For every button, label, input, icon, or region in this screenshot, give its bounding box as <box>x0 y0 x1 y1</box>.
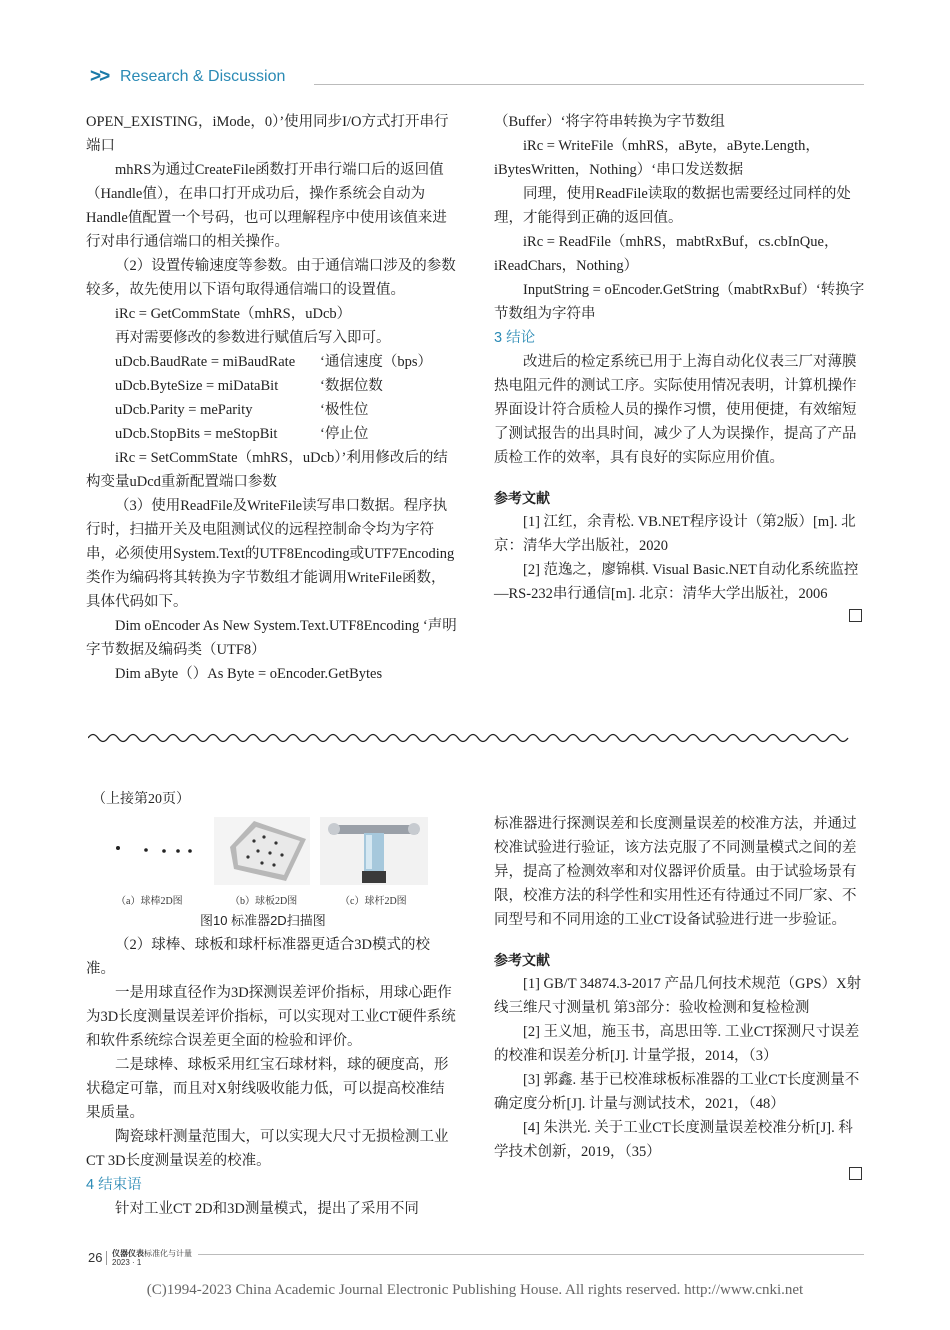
header-arrow-icon: >> <box>90 66 109 87</box>
end-square-icon <box>849 1167 862 1180</box>
references-heading: 参考文献 <box>494 490 550 506</box>
paragraph: OPEN_EXISTING，iMode，0）’使用同步I/O方式打开串行端口 <box>86 114 449 154</box>
paragraph: Dim oEncoder As New System.Text.UTF8Encoding ‘声明字节数据及编码类（UTF8） <box>86 618 457 658</box>
code-statement: uDcb.Parity = meParity <box>115 402 253 418</box>
spacer <box>494 932 866 948</box>
paragraph: 二是球棒、球板采用红宝石球材料，球的硬度高，形状稳定可靠，而且对X射线吸收能力低，可以提高校准结果质量。 <box>86 1057 449 1121</box>
code-line: iRc = GetCommState（mhRS，uDcb） <box>115 306 352 322</box>
code-comment: ‘极性位 <box>320 402 369 418</box>
code-comment: ‘停止位 <box>320 426 369 442</box>
paragraph: 一是用球直径作为3D探测误差评价指标，用球心距作为3D长度测量误差评价指标，可以实现对工业CT硬件系统和软件系统综合误差更全面的检验和评价。 <box>86 985 456 1049</box>
end-mark <box>494 606 866 630</box>
figure-title: 图10 标准器2D扫描图 <box>200 913 326 928</box>
paragraph: 针对工业CT 2D和3D测量模式，提出了采用不同 <box>115 1201 419 1217</box>
paragraph: Dim aByte（）As Byte = oEncoder.GetBytes <box>115 666 383 682</box>
code-line <box>86 374 458 398</box>
code-statement: uDcb.StopBits = meStopBit <box>115 426 278 442</box>
reference-item: [2] 王义旭，施玉书，高思田等. 工业CT探测尺寸误差的校准和误差分析[J]. 计量学报，2014，（3） <box>494 1024 860 1064</box>
footer-divider <box>198 1254 864 1255</box>
copyright-watermark: (C)1994-2023 China Academic Journal Electronic Publishing House. All rights reserved. http://www.cnki.net <box>146 1282 804 1298</box>
paragraph: （2）设置传输速度等参数。由于通信端口涉及的参数较多，故先使用以下语句取得通信端口的设置值。 <box>86 258 456 298</box>
journal-name <box>112 1249 192 1267</box>
paragraph: （3）使用ReadFile及WriteFile读写串口数据。程序执行时，扫描开关及电阻测试仪的远程控制命令均为字符串，必须使用System.Text的UTF8Encoding或UTF7Encoding类作为编码将其转换为字节数组才能调用WriteFile函数，具体代码如下。 <box>86 498 455 610</box>
paragraph: （Buffer）‘将字符串转换为字节数组 <box>494 114 725 130</box>
header-divider <box>314 84 864 85</box>
figure-caption-c: （c）球杆2D图 <box>340 896 407 907</box>
code-statement: uDcb.BaudRate = miBaudRate <box>115 354 296 370</box>
journal-subtitle: 标准化与计量 <box>144 1249 192 1258</box>
paragraph: （2）球棒、球板和球杆标准器更适合3D模式的校准。 <box>86 937 430 977</box>
paragraph: mhRS为通过CreateFile函数打开串行端口后的返回值（Handle值），在串口打开成功后，操作系统会自动为Handle值配置一个号码，也可以理解程序中使用该值来进行对串行通信端口的相关操作。 <box>86 162 447 250</box>
figure-caption-a: （a）球棒2D图 <box>116 896 183 907</box>
bottom-right-column <box>494 812 866 1188</box>
reference-item: [4] 朱洪光. 关于工业CT长度测量误差校准分析[J]. 科学技术创新，2019，（35） <box>494 1120 853 1160</box>
paragraph: 标准器进行探测误差和长度测量误差的校准方法，并通过校准试验进行验证，该方法克服了不同测量模式之间的差异，提高了检测效率和对仪器评价质量。由于试验场景有限，校准方法的科学性和实用性还有待通过不同厂家、不同型号和不同用途的工业CT设备试验进行进一步验证。 <box>494 816 857 928</box>
paragraph: 同理，使用ReadFile读取的数据也需要经过同样的处理，才能得到正确的返回值。 <box>494 186 851 226</box>
section-header-title: Research & Discussion <box>120 68 286 85</box>
figure-ball-plate-image <box>214 817 310 885</box>
top-right-column <box>494 110 866 630</box>
paragraph: 陶瓷球杆测量范围大，可以实现大尺寸无损检测工业CT 3D长度测量误差的校准。 <box>86 1129 449 1169</box>
section-heading: 4 结束语 <box>86 1177 142 1193</box>
reference-item: [1] 江红，余青松. VB.NET程序设计（第2版）[m]. 北京：清华大学出版社，2020 <box>494 514 856 554</box>
code-line <box>86 350 458 374</box>
reference-item: [1] GB/T 34874.3-2017 产品几何技术规范（GPS）X射线三维尺寸测量机 第3部分：验收检测和复检检测 <box>494 976 862 1016</box>
paragraph: iRc = SetCommState（mhRS，uDcb）’利用修改后的结构变量uDcd重新配置端口参数 <box>86 450 448 490</box>
top-left-column <box>86 110 458 686</box>
continued-note: （上接第20页） <box>92 792 190 807</box>
code-line <box>86 422 458 446</box>
figure-caption-b: （b）球板2D图 <box>230 896 298 907</box>
code-statement: uDcb.ByteSize = miDataBit <box>115 378 279 394</box>
reference-item: [2] 范逸之，廖锦棋. Visual Basic.NET自动化系统监控—RS-232串行通信[m]. 北京：清华大学出版社，2006 <box>494 562 859 602</box>
bottom-left-column <box>86 933 458 1221</box>
code-comment: ‘数据位数 <box>320 378 383 394</box>
journal-title: 仪器仪表 <box>112 1249 144 1258</box>
end-square-icon <box>849 609 862 622</box>
paragraph: 改进后的检定系统已用于上海自动化仪表三厂对薄膜热电阻元件的测试工序。实际使用情况表明，计算机操作界面设计符合质检人员的操作习惯，使用便捷，有效缩短了测试报告的出具时间，减少了人为误操作，提高了产品质检工作的效率，具有良好的实际应用价值。 <box>494 354 857 466</box>
section-heading: 3 结论 <box>494 330 536 346</box>
page-number-divider <box>106 1251 107 1265</box>
reference-item: [3] 郭鑫. 基于已校准球板标准器的工业CT长度测量不确定度分析[J]. 计量与测试技术，2021，（48） <box>494 1072 860 1112</box>
wavy-divider <box>88 728 864 748</box>
page-number: 26 <box>88 1250 103 1265</box>
paragraph: InputString = oEncoder.GetString（mabtRxBuf）‘转换字节数组为字符串 <box>494 282 865 322</box>
paragraph: iRc = ReadFile（mhRS，mabtRxBuf，cs.cbInQue，iReadChars，Nothing） <box>494 234 839 274</box>
figure-ball-bar-image <box>108 832 196 864</box>
code-line <box>86 398 458 422</box>
figure-ball-rod-image <box>320 817 428 885</box>
paragraph: iRc = WriteFile（mhRS，aByte，aByte.Length，iBytesWritten，Nothing）‘串口发送数据 <box>494 138 820 178</box>
journal-issue: 2023 · 1 <box>112 1258 142 1267</box>
code-line: 再对需要修改的参数进行赋值后写入即可。 <box>115 330 391 346</box>
references-heading: 参考文献 <box>494 952 550 968</box>
code-comment: ‘通信速度（bps） <box>320 354 432 370</box>
spacer <box>494 470 866 486</box>
end-mark <box>494 1164 866 1188</box>
